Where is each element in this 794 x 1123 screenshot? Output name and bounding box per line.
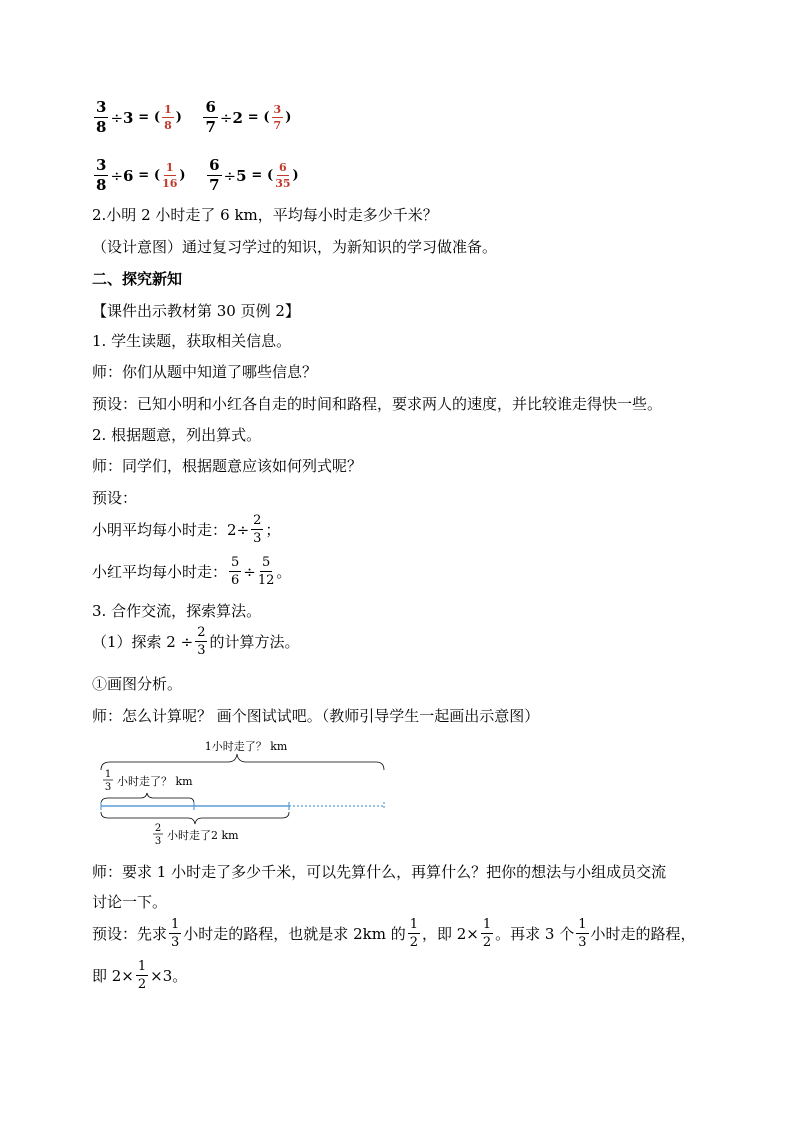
bottom-fraction-den: 3 <box>154 836 162 847</box>
fraction: $\frac{3}{8}$ <box>96 98 107 136</box>
xiaohong-expression: 小红平均每小时走： $\frac{5}{6}$ ÷ $\frac{5}{12}$ 。 <box>92 555 292 588</box>
fraction: $\frac{1}{2}$ <box>409 917 418 950</box>
part-fraction-den: 3 <box>104 782 112 793</box>
step-1: 1. 学生读题，获取相关信息。 <box>92 332 292 350</box>
fraction: $\frac{1}{3}$ <box>171 917 180 950</box>
step-2: 2. 根据题意，列出算式。 <box>92 426 262 444</box>
exercise-row-2: $\frac{3}{8}$ ÷6 = ( $\frac{1}{16}$ ) $\frac{6}{7}$ ÷5 = ( $\frac{6}{35}$ ) <box>96 156 299 194</box>
question-2: 2.小明 2 小时走了 6 km，平均每小时走多少千米？ <box>92 206 438 224</box>
fraction: $\frac{1}{2}$ <box>482 917 492 950</box>
fraction: $\frac{2}{3}$ <box>197 625 206 658</box>
preset-label: 预设： <box>92 489 138 507</box>
top-label: 1小时走了？ km <box>204 740 288 753</box>
fraction: $\frac{6}{7}$ <box>209 156 220 194</box>
fraction: $\frac{3}{8}$ <box>96 156 107 194</box>
teacher-question-3: 师：怎么计算呢？ 画个图试试吧。（教师引导学生一起画出示意图） <box>92 707 540 725</box>
teacher-question-4: 师：要求 1 小时走了多少千米，可以先算什么，再算什么？把你的想法与小组成员交流 <box>92 863 667 881</box>
preset-1: 预设：已知小明和小红各自走的时间和路程，要求两人的速度，并比较谁走得快一些。 <box>92 395 663 413</box>
fraction: $\frac{2}{3}$ <box>253 513 262 546</box>
bottom-label: 小时走了2 km <box>167 829 239 842</box>
answer-fraction: $\frac{3}{7}$ <box>273 103 282 132</box>
xiaoming-expression: 小明平均每小时走：2÷ $\frac{2}{3}$ ； <box>92 513 281 546</box>
teacher-question-2: 师：同学们，根据题意应该如何列式呢？ <box>92 457 363 475</box>
courseware-note: 【课件出示教材第 30 页例 2】 <box>92 302 300 320</box>
answer-fraction: $\frac{6}{35}$ <box>275 161 291 190</box>
fraction: $\frac{5}{6}$ <box>231 555 240 588</box>
step-3: 3. 合作交流，探索算法。 <box>92 602 262 620</box>
explore-item: （1）探索 2 ÷ $\frac{2}{3}$ 的计算方法。 <box>92 625 300 658</box>
draw-step: ①画图分析。 <box>92 675 183 693</box>
line-segment-diagram <box>96 734 396 850</box>
part-fraction-num: 1 <box>104 769 112 780</box>
preset-2-cont: 即 2× $\frac{1}{2}$ ×3。 <box>92 959 188 992</box>
teacher-question-1: 师：你们从题中知道了哪些信息？ <box>92 363 318 381</box>
fraction: $\frac{1}{3}$ <box>578 917 587 950</box>
bottom-fraction-num: 2 <box>154 823 162 834</box>
design-intent: （设计意图）通过复习学过的知识，为新知识的学习做准备。 <box>92 238 498 256</box>
exercise-row-1: $\frac{3}{8}$ ÷3 = ( $\frac{1}{8}$ ) $\frac{6}{7}$ ÷2 = ( $\frac{3}{7}$ ) <box>96 98 292 136</box>
fraction: $\frac{5}{12}$ <box>257 555 275 588</box>
answer-fraction: $\frac{1}{16}$ <box>162 161 178 190</box>
part-brace <box>101 793 194 804</box>
top-brace <box>101 754 384 770</box>
fraction: $\frac{6}{7}$ <box>205 98 216 136</box>
fraction: $\frac{1}{2}$ <box>137 959 147 992</box>
preset-2: 预设：先求 $\frac{1}{3}$ 小时走的路程，也就是求 2km 的 $\frac{1}{2}$ ，即 2× $\frac{1}{2}$ 。再求 3 个 $\frac{1}{3}$ 小时走的路程， <box>92 917 696 950</box>
teacher-question-4-cont: 讨论一下。 <box>92 893 168 911</box>
answer-fraction: $\frac{1}{8}$ <box>164 103 172 132</box>
section-heading: 二、探究新知 <box>92 270 183 288</box>
bottom-brace <box>101 812 289 824</box>
part-label: 小时走了？ km <box>117 775 193 788</box>
